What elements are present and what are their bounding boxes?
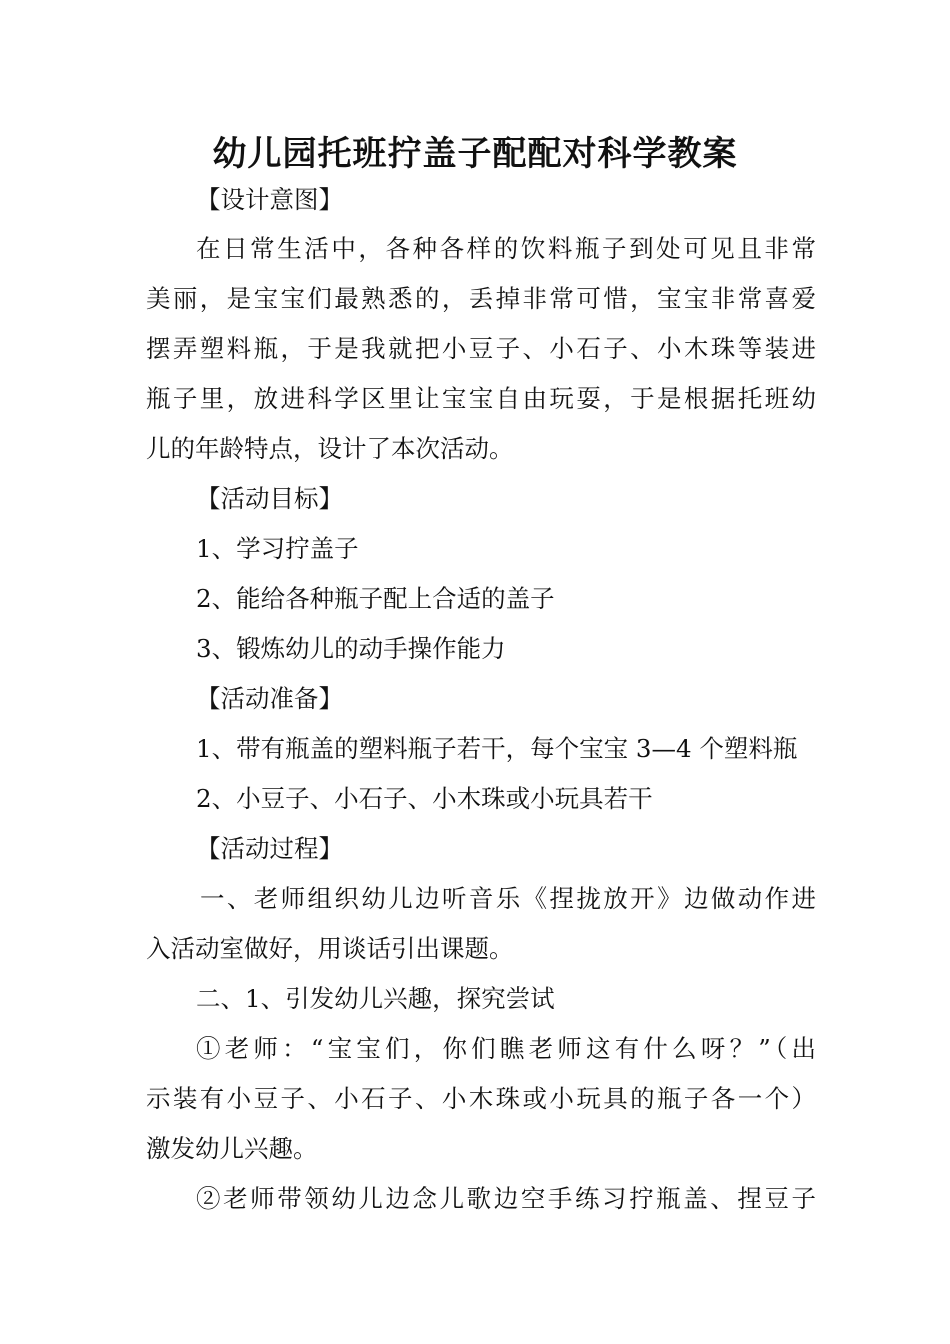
paragraph-line: ②老师带领幼儿边念儿歌边空手练习拧瓶盖、捏豆子 [196,1184,816,1213]
paragraph-line: 二、1、引发幼儿兴趣，探究尝试 [196,984,555,1013]
paragraph-line: 示装有小豆子、小石子、小木珠或小玩具的瓶子各一个） [146,1084,816,1113]
paragraph-line: 儿的年龄特点，设计了本次活动。 [146,434,514,463]
section-heading-goals: 【活动目标】 [196,484,343,513]
paragraph-line: ①老师：“宝宝们，你们瞧老师这有什么呀？”（出 [196,1034,816,1063]
list-item: 2、能给各种瓶子配上合适的盖子 [196,584,555,613]
list-item: 3、锻炼幼儿的动手操作能力 [196,634,506,663]
paragraph-line: 入活动室做好，用谈话引出课题。 [146,934,514,963]
list-item: 2、小豆子、小石子、小木珠或小玩具若干 [196,784,653,813]
document-title: 幼儿园托班拧盖子配配对科学教案 [212,134,738,174]
paragraph-line: 瓶子里，放进科学区里让宝宝自由玩耍，于是根据托班幼 [146,384,816,413]
section-heading-preparation: 【活动准备】 [196,684,343,713]
paragraph-line: 美丽，是宝宝们最熟悉的，丢掉非常可惜，宝宝非常喜爱 [146,284,816,313]
list-item: 1、学习拧盖子 [196,534,359,563]
paragraph-line: 在日常生活中，各种各样的饮料瓶子到处可见且非常 [196,234,816,263]
paragraph-line: 摆弄塑料瓶，于是我就把小豆子、小石子、小木珠等装进 [146,334,816,363]
section-heading-process: 【活动过程】 [196,834,343,863]
paragraph-line: 一、老师组织幼儿边听音乐《捏拢放开》边做动作进 [200,884,816,913]
list-item: 1、带有瓶盖的塑料瓶子若干，每个宝宝 3—4 个塑料瓶 [196,734,798,763]
section-heading-design-intent: 【设计意图】 [196,185,343,214]
paragraph-line: 激发幼儿兴趣。 [146,1134,318,1163]
